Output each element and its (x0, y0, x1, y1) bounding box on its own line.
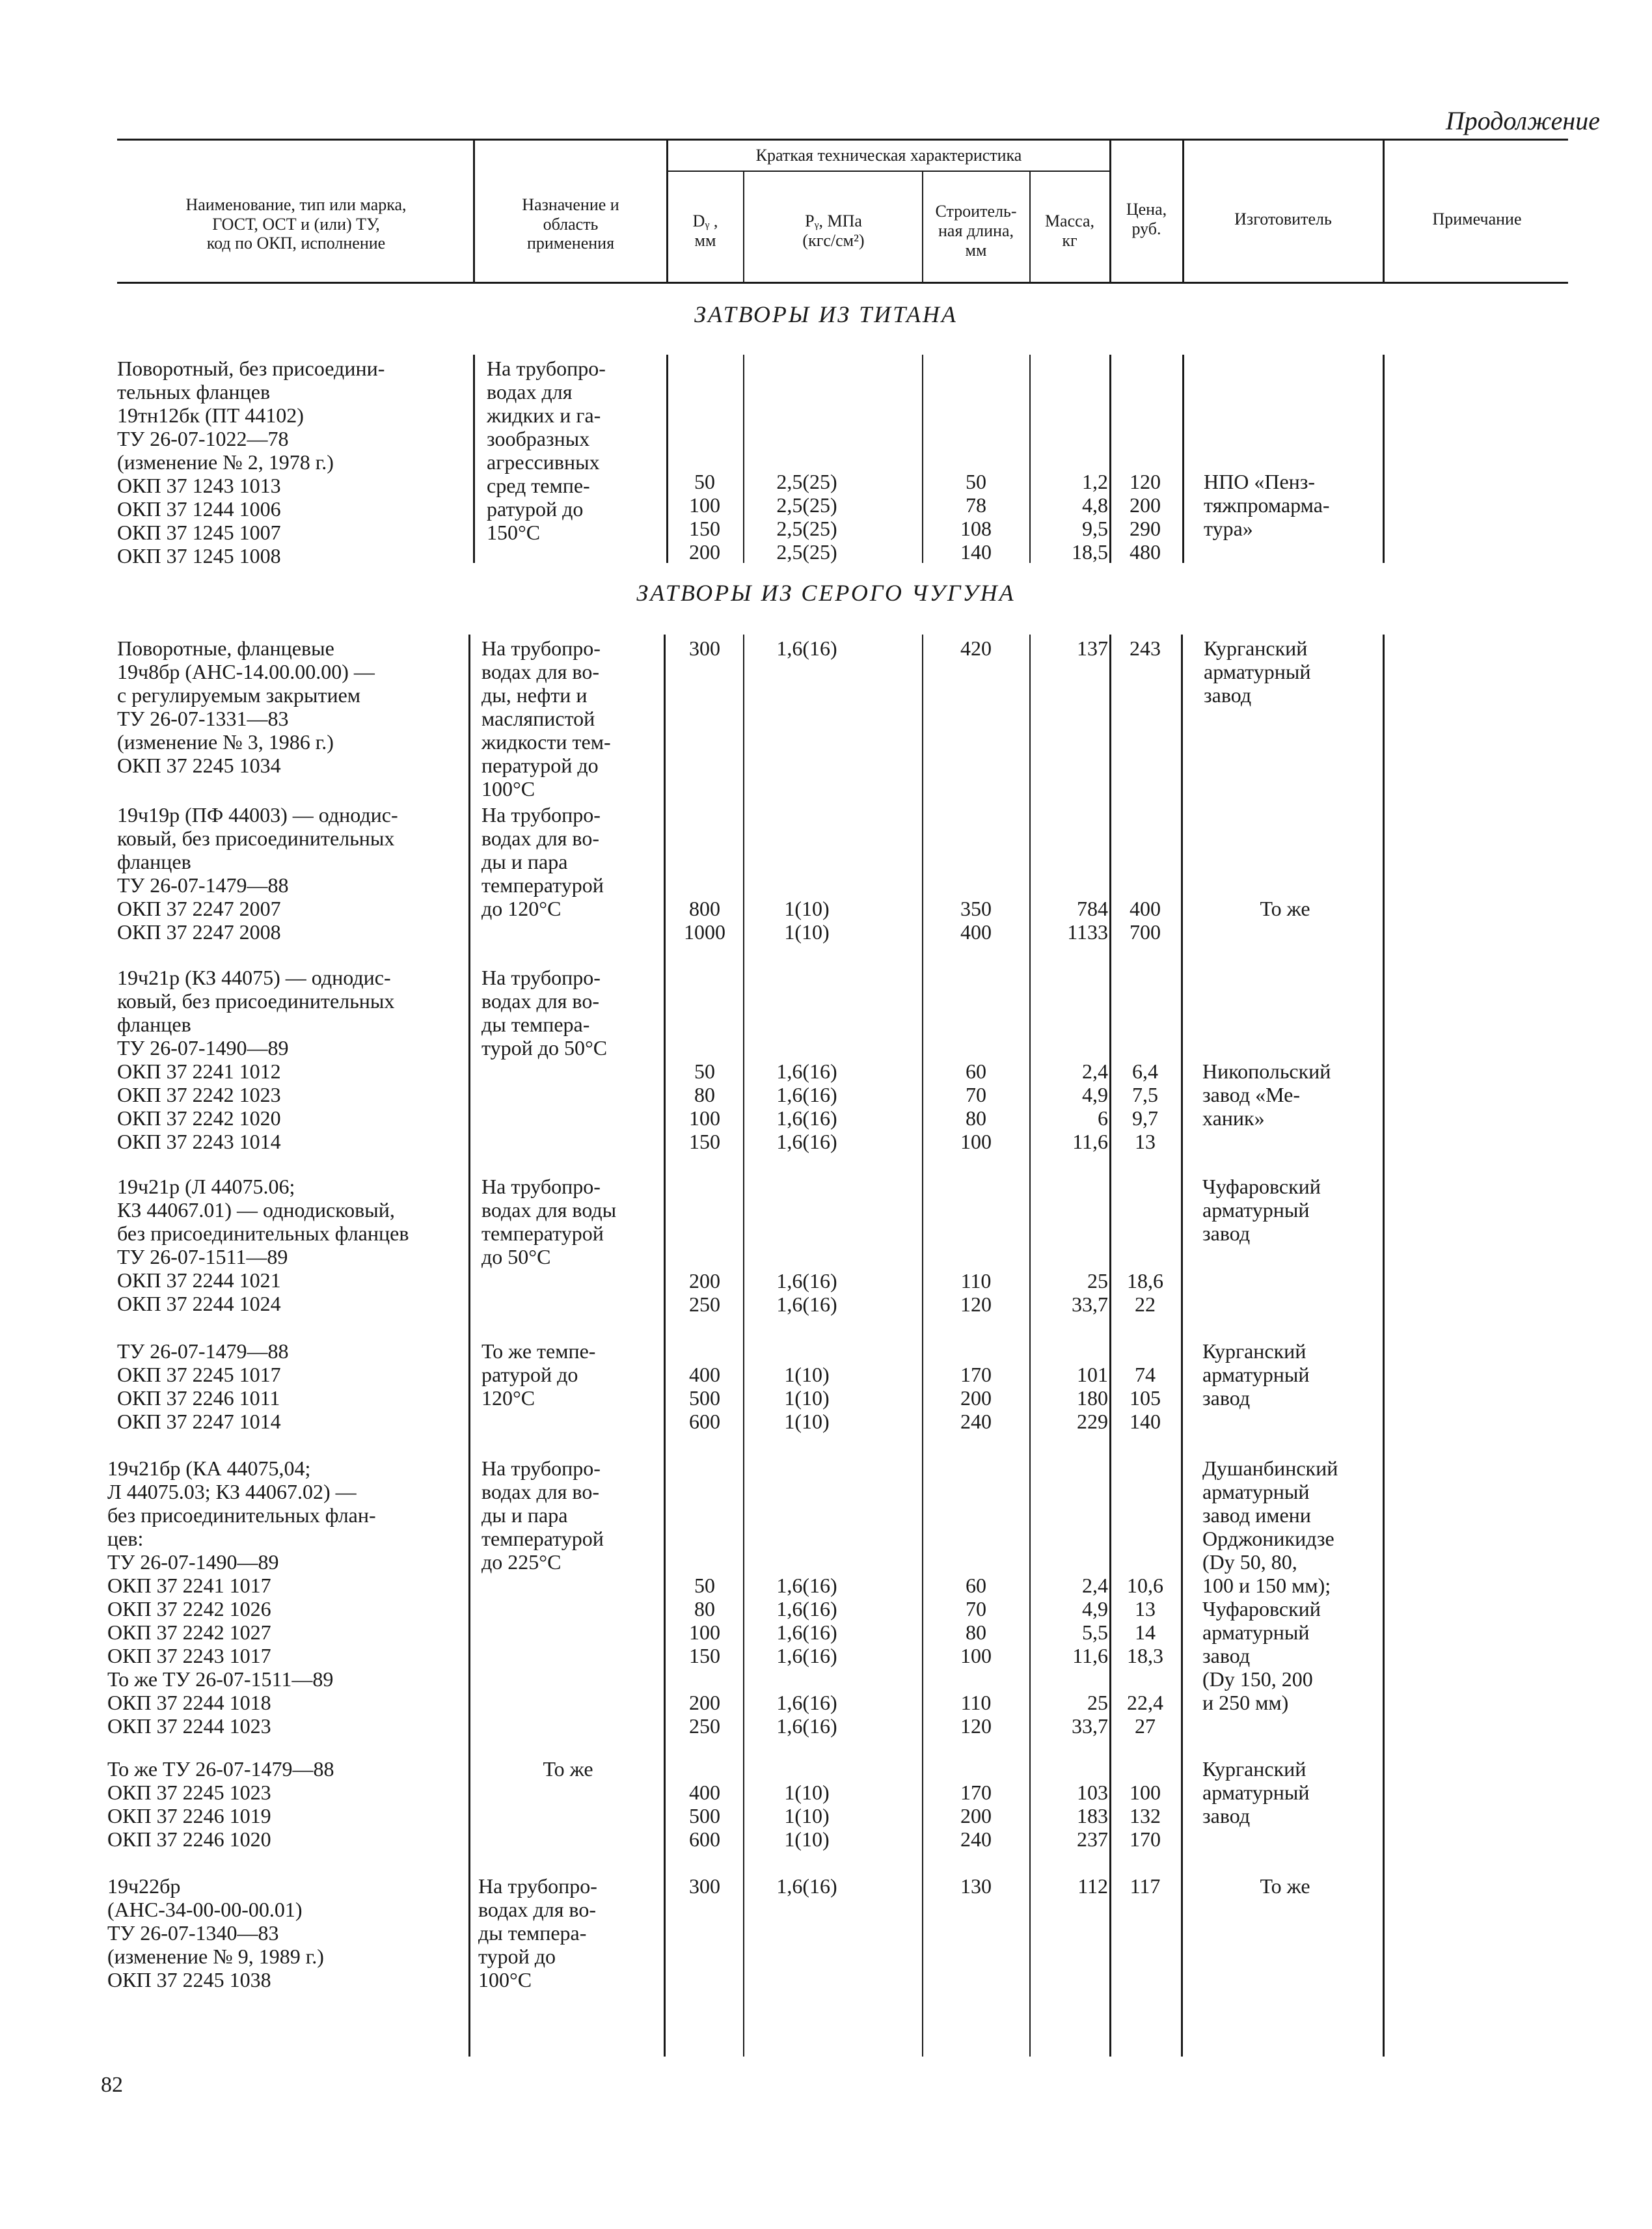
header-brief-text: Краткая техническая характеристика (755, 146, 1022, 165)
header-py-text: Pᵧ, МПа (кгс/см²) (802, 212, 865, 250)
body-divider (922, 635, 923, 2057)
header-divider (1029, 171, 1031, 282)
body-divider (743, 355, 744, 563)
header-divider (922, 171, 923, 282)
header-dy (669, 182, 742, 280)
row-py: 1,6(16) 1,6(16) 1,6(16) 1,6(16) (776, 1060, 837, 1153)
header-purpose (476, 171, 665, 278)
row-name: ТУ 26-07-1479—88 ОКП 37 2245 1017 ОКП 37 2246 1011 ОКП 37 2247 1014 (117, 1339, 289, 1433)
row-price: 117 (1130, 1874, 1161, 1898)
header-divider (1383, 140, 1385, 282)
row-maker: То же (1260, 1874, 1310, 1898)
row-py: 2,5(25) 2,5(25) 2,5(25) 2,5(25) (776, 470, 837, 564)
body-divider (1182, 355, 1184, 563)
body-divider (1109, 355, 1111, 563)
header-divider (1182, 140, 1184, 282)
body-divider (1383, 355, 1385, 563)
row-maker: Чуфаровский арматурный завод (1202, 1175, 1321, 1245)
row-dy: 400 500 600 (689, 1363, 720, 1433)
header-purpose-text: Назначение и область применения (522, 195, 619, 253)
row-maker: Никопольский завод «Ме- ханик» (1202, 1060, 1331, 1130)
row-length: 350 400 (960, 897, 992, 944)
row-purpose: На трубопро- водах для во- ды темпера- турой до 100°С (478, 1874, 597, 1991)
brief-subrule (667, 171, 1109, 172)
body-divider (1029, 635, 1031, 2057)
header-length (924, 182, 1028, 280)
header-name (120, 171, 472, 278)
row-price: 74 105 140 (1130, 1363, 1161, 1433)
row-purpose: На трубопро- водах для во- ды и пара температурой до 225°С (481, 1456, 604, 1574)
row-maker: Курганский арматурный завод (1202, 1339, 1310, 1410)
row-mass: 1,2 4,8 9,5 18,5 (1072, 470, 1108, 564)
row-maker: Курганский арматурный завод (1204, 636, 1311, 707)
row-purpose: То же (543, 1757, 593, 1781)
row-length: 50 78 108 140 (960, 470, 992, 564)
row-length: 170 200 240 (960, 1363, 992, 1433)
row-dy: 50 80 100 150 (689, 1060, 720, 1153)
header-mass (1031, 182, 1108, 280)
header-divider (666, 140, 668, 282)
row-dy: 200 250 (689, 1269, 720, 1316)
row-name: 19ч21р (Л 44075.06; КЗ 44067.01) — однодисковый, без присоединительных фланцев ТУ 26-07-1511—89 ОКП 37 2244 1021 ОКП 37 2244 1024 (117, 1175, 409, 1315)
row-price: 6,4 7,5 9,7 13 (1132, 1060, 1158, 1153)
header-divider (473, 140, 475, 282)
body-divider (468, 635, 470, 2057)
row-price: 400 700 (1130, 897, 1161, 944)
row-mass: 103 183 237 (1077, 1781, 1108, 1851)
header-note (1386, 171, 1568, 268)
row-price: 100 132 170 (1130, 1781, 1161, 1851)
body-divider (1383, 635, 1385, 2057)
row-name: 19ч21бр (КА 44075,04; Л 44075.03; КЗ 44067.02) — без присоединительных флан- цев: ТУ 26-07-1490—89 ОКП 37 2241 1017 ОКП 37 2242 1026 ОКП 37 2242 1027 ОКП 37 2243 1017 То же ТУ 26-07-1511—89 ОКП 37 2244 1018 ОКП 37 2244 1023 (107, 1456, 376, 1738)
continuation-label: Продолжение (1445, 106, 1600, 135)
row-py: 1,6(16) (776, 1874, 837, 1898)
row-mass: 101 180 229 (1077, 1363, 1108, 1433)
row-mass: 25 33,7 (1072, 1269, 1108, 1316)
row-price: 18,6 22 (1127, 1269, 1163, 1316)
header-py (746, 182, 921, 280)
row-length: 170 200 240 (960, 1781, 992, 1851)
row-length: 60 70 80 100 (960, 1060, 992, 1153)
section-title-titanium: ЗАТВОРЫ ИЗ ТИТАНА (694, 301, 958, 327)
row-name: 19ч22бр (АНС-34-00-00-00.01) ТУ 26-07-1340—83 (изменение № 9, 1989 г.) ОКП 37 2245 1038 (107, 1874, 324, 1991)
row-length: 60 70 80 100 110 120 (960, 1574, 992, 1738)
page-number: 82 (101, 2073, 123, 2097)
row-name: Поворотные, фланцевые 19ч8бр (АНС-14.00.00.00) — с регулируемым закрытием ТУ 26-07-1331—83 (изменение № 3, 1986 г.) ОКП 37 2245 1034 (117, 636, 375, 777)
row-maker: Душанбинский арматурный завод имени Орджоникидзе (Dу 50, 80, 100 и 150 мм); Чуфаровский арматурный завод (Dу 150, 200 и 250 мм) (1202, 1456, 1338, 1714)
row-dy: 50 100 150 200 (689, 470, 720, 564)
body-divider (1181, 635, 1183, 2057)
row-length: 130 (960, 1874, 992, 1898)
header-top-rule (117, 139, 1568, 141)
header-price (1112, 171, 1181, 268)
row-purpose: На трубопро- водах для во- ды, нефти и масляпистой жидкости тем- пературой до 100°С (481, 636, 611, 800)
section-title-cast-iron: ЗАТВОРЫ ИЗ СЕРОГО ЧУГУНА (636, 580, 1016, 606)
header-note-text: Примечание (1432, 210, 1522, 229)
header-dy-text: Dᵧ , мм (692, 212, 718, 250)
body-divider (666, 355, 668, 563)
body-divider (743, 635, 744, 2057)
row-dy: 300 (689, 636, 720, 660)
row-name: То же ТУ 26-07-1479—88 ОКП 37 2245 1023 ОКП 37 2246 1019 ОКП 37 2246 1020 (107, 1757, 334, 1851)
header-brief (670, 142, 1107, 169)
row-purpose: На трубопро- водах для во- ды темпера- турой до 50°С (481, 966, 608, 1060)
row-dy: 400 500 600 (689, 1781, 720, 1851)
row-maker: То же (1260, 897, 1310, 920)
row-mass: 137 (1077, 636, 1108, 660)
row-name: 19ч21р (КЗ 44075) — однодис- ковый, без присоединительных фланцев ТУ 26-07-1490—89 ОКП 37 2241 1012 ОКП 37 2242 1023 ОКП 37 2242 1020 ОКП 37 2243 1014 (117, 966, 395, 1153)
row-length: 110 120 (960, 1269, 992, 1316)
row-length: 420 (960, 636, 992, 660)
row-py: 1,6(16) (776, 636, 837, 660)
header-mass-text: Масса, кг (1044, 212, 1095, 250)
row-dy: 50 80 100 150 200 250 (689, 1574, 720, 1738)
row-maker: Курганский арматурный завод (1202, 1757, 1310, 1827)
row-purpose: На трубопро- водах для жидких и га- зообразных агрессивных сред темпе- ратурой до 150°С (487, 357, 606, 544)
row-py: 1,6(16) 1,6(16) (776, 1269, 837, 1316)
body-divider (664, 635, 666, 2057)
row-price: 243 (1130, 636, 1161, 660)
row-mass: 112 (1077, 1874, 1108, 1898)
row-mass: 2,4 4,9 6 11,6 (1072, 1060, 1108, 1153)
header-maker (1185, 171, 1381, 268)
row-purpose: На трубопро- водах для во- ды и пара температурой до 120°С (481, 803, 604, 920)
header-bottom-rule (117, 282, 1568, 284)
header-name-text: Наименование, тип или марка, ГОСТ, ОСТ и (или) ТУ, код по ОКП, исполнение (185, 195, 407, 253)
row-mass: 2,4 4,9 5,5 11,6 25 33,7 (1072, 1574, 1108, 1738)
row-name: Поворотный, без присоедини- тельных фланцев 19тн12бк (ПТ 44102) ТУ 26-07-1022—78 (изменение № 2, 1978 г.) ОКП 37 1243 1013 ОКП 37 1244 1006 ОКП 37 1245 1007 ОКП 37 1245 1008 (117, 357, 385, 568)
row-maker: НПО «Пенз- тяжпромарма- тура» (1204, 470, 1330, 540)
header-length-text: Строитель- ная длина, мм (935, 202, 1017, 260)
row-py: 1,6(16) 1,6(16) 1,6(16) 1,6(16) 1,6(16) 1,6(16) (776, 1574, 837, 1738)
row-price: 10,6 13 14 18,3 22,4 27 (1127, 1574, 1163, 1738)
header-divider (743, 171, 744, 282)
row-price: 120 200 290 480 (1130, 470, 1161, 564)
header-maker-text: Изготовитель (1234, 210, 1332, 229)
body-divider (473, 355, 475, 563)
row-py: 1(10) 1(10) 1(10) (784, 1781, 830, 1851)
body-divider (922, 355, 923, 563)
header-price-text: Цена, руб. (1126, 200, 1167, 238)
row-mass: 784 1133 (1067, 897, 1108, 944)
row-py: 1(10) 1(10) (784, 897, 830, 944)
row-dy: 300 (689, 1874, 720, 1898)
row-purpose: На трубопро- водах для воды температурой до 50°С (481, 1175, 617, 1268)
row-py: 1(10) 1(10) 1(10) (784, 1363, 830, 1433)
row-dy: 800 1000 (684, 897, 725, 944)
header-divider (1109, 140, 1111, 282)
body-divider (1029, 355, 1031, 563)
row-purpose: То же темпе- ратурой до 120°С (481, 1339, 596, 1410)
body-divider (1109, 635, 1111, 2057)
row-name: 19ч19р (ПФ 44003) — однодис- ковый, без присоединительных фланцев ТУ 26-07-1479—88 ОКП 37 2247 2007 ОКП 37 2247 2008 (117, 803, 398, 944)
